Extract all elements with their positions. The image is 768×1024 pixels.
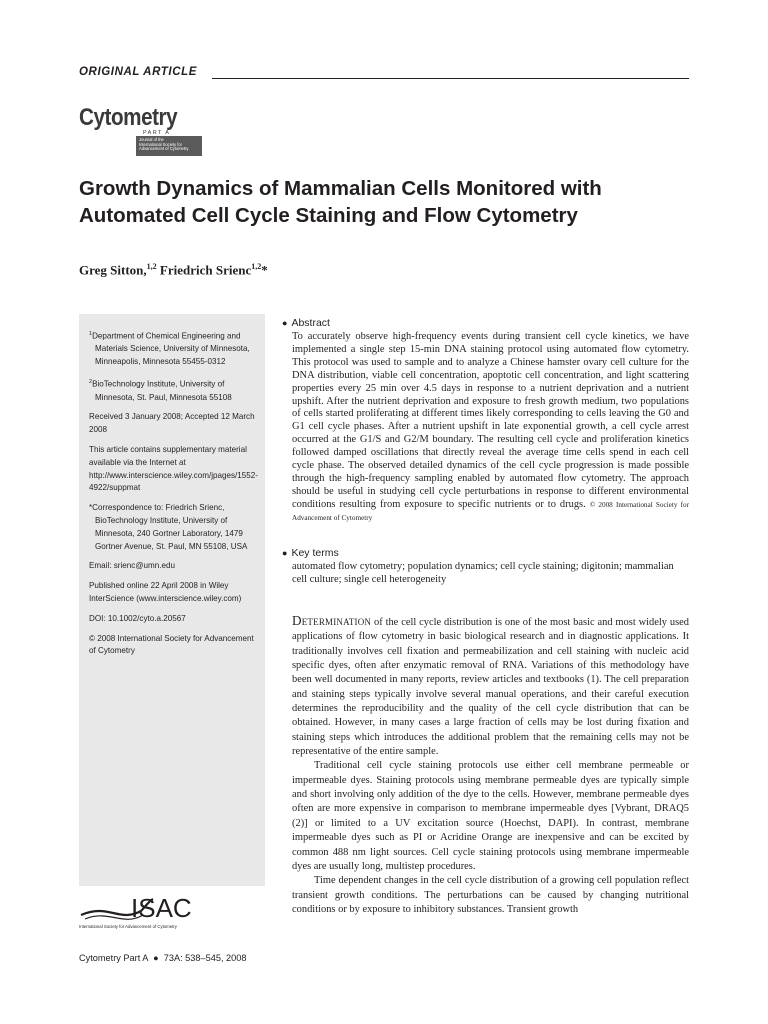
abstract-heading: [282, 317, 330, 329]
article-body: [292, 614, 689, 917]
body-paragraph: Traditional cell cycle staining protocols use either cell membrane permeable or impermeable dyes. Staining protocols using membrane permeable dyes are typically simple and short involving only addition of the dye to the cells. However, membrane permeable dyes often are more expensive in comparison to membrane impermeable dyes [Vybrant, DRAQ5 (2)] or limited to a UV excitation source (Hoechst, DAPI). In contrast, membrane impermeable dyes such as PI or Acridine Orange are inexpensive and can be excited by common 488 nm light sources. Cell cycle staining protocols using membrane impermeable dyes are usually long, multistep procedures.: [292, 760, 689, 872]
affiliation-text: BioTechnology Institute, University of Minnesota, St. Paul, Minnesota 55108: [92, 379, 232, 402]
corresponding-mark: *: [261, 262, 268, 278]
doi: DOI: 10.1002/cyto.a.20567: [89, 613, 186, 623]
isac-logo: [79, 893, 229, 933]
lead-word: Determination: [292, 613, 372, 628]
isac-logo-name: ISAC: [131, 893, 192, 923]
isac-caption: International Society for Advancement of Cytometry: [79, 924, 177, 929]
author-affiliation: 1,2: [251, 262, 262, 271]
author-list: [79, 262, 268, 278]
body-paragraph: Time dependent changes in the cell cycle distribution of a growing cell population reflect transient growth conditions. The perturbations can be caused by changing nutritional conditions or by exposure to inhibitory substances. Transient growth: [292, 875, 689, 915]
affiliation: [89, 328, 257, 369]
footer-separator: ●: [150, 953, 162, 963]
supplementary-note: This article contains supplementary material available via the Internet at http://www.interscience.wiley.com/jpages/1552-4922/suppmat: [89, 444, 258, 493]
publication-note: Published online 22 April 2008 in Wiley InterScience (www.interscience.wiley.com): [89, 581, 242, 603]
author-affiliation: 1,2: [146, 262, 157, 271]
journal-logo-part: PART A: [143, 130, 171, 136]
author-name: Greg Sitton,: [79, 262, 147, 278]
body-paragraph-text: of the cell cycle distribution is one of the most basic and most widely used applications of flow cytometry in basic biological research and in diagnostic applications. It traditionally involves cell fixation and permeabilization and cell staining with nucleic acid specific dyes, often after enzymatic removal of RNA. Variations of this methodology have been well documented in many reports, review articles and textbooks (1). The cell preparation and staining steps typically involve several manual operations, and their careful execution determines the reproducibility and the quality of the cell cycle distribution that can be obtained. However, in many cases a large fraction of cells may be lost during fixation and staining steps which introduces the additional problem that the remaining cells may not be representative of the entire sample.: [292, 617, 689, 758]
section-label: ORIGINAL ARTICLE: [79, 66, 198, 78]
article-title: Growth Dynamics of Mammalian Cells Monitored with Automated Cell Cycle Staining and Flow Cytometry: [79, 177, 602, 227]
header-rule: [212, 78, 689, 79]
affiliation: [89, 376, 257, 404]
affiliation-number: 1: [89, 331, 93, 337]
key-terms-text: automated flow cytometry; population dynamics; cell cycle staining; digitonin; mammalian cell culture; single cell heterogeneity: [292, 561, 674, 585]
journal-logo-name: Cytometry: [79, 104, 178, 131]
page-footer: [79, 953, 246, 963]
journal-logo: [79, 106, 219, 156]
journal-logo-line: Advancement of Cytometry: [139, 146, 189, 152]
abstract-copyright: © 2008 International Society for Advancement of Cytometry: [292, 500, 690, 522]
bullet-icon: ●: [282, 318, 288, 328]
affiliation-text: Department of Chemical Engineering and Materials Science, University of Minnesota, Minneapolis, Minnesota 55455-0312: [92, 331, 250, 367]
article-info-sidebar: [79, 314, 265, 886]
journal-logo-line: International Society for: [139, 141, 183, 147]
footer-journal: Cytometry Part A: [79, 953, 148, 963]
isac-logo-mark: [79, 893, 219, 925]
correspondence: *Correspondence to: Friedrich Srienc, BioTechnology Institute, University of Minnesota, 240 Gortner Laboratory, 1479 Gortner Avenue, St. Paul, MN 55108, USA: [89, 503, 248, 551]
journal-logo-box: [136, 136, 202, 156]
key-terms-heading-label: Key terms: [291, 547, 339, 559]
copyright: © 2008 International Society for Advancement of Cytometry: [89, 633, 254, 656]
email: Email: srienc@umn.edu: [89, 561, 176, 571]
key-terms-heading: [282, 547, 339, 559]
journal-logo-line: Journal of the: [139, 137, 164, 142]
bullet-icon: ●: [282, 548, 288, 558]
abstract-text: [292, 331, 689, 525]
received-accepted-dates: Received 3 January 2008; Accepted 12 March 2008: [89, 412, 255, 435]
body-paragraph: [292, 614, 689, 759]
abstract-heading-label: Abstract: [291, 317, 330, 329]
affiliation-number: 2: [89, 379, 93, 386]
abstract-body: To accurately observe high-frequency events during transient cell cycle kinetics, we have implemented a single step 15-min DNA staining protocol using automated flow cytometry. This protocol was used to sample and to analyze a Chinese hamster ovary cell culture for the DNA distribution, viable cell concentration, apoptotic cell concentration, and light scattering properties every 25 min over 4.5 days in response to a nutrient deprivation and a nutrient upshift. After the nutrient deprivation and exposure to fresh growth medium, two populations of cells started proliferating at different times likely corresponding to cells leaving the G0 and G1 cell cycle phases. After a nutrient upshift in late exponential growth, a cell cycle arrest occurred at the G1/S and G2/M boundary. The resulting cell cycle and proliferation kinetics followed damped oscillations that directly reveal the average time cells spend in each cell cycle phase. The observed detailed dynamics of the cell cycle progression is made possible through the high-frequency sampling enabled by automated flow cytometry. The approach should be useful in studying cell cycle perturbations in response to different environmental conditions resulting from exposure to specific nutrients or to drugs.: [292, 331, 689, 510]
footer-citation: 73A: 538–545, 2008: [163, 953, 247, 963]
author-name: Friedrich Srienc: [159, 262, 252, 278]
